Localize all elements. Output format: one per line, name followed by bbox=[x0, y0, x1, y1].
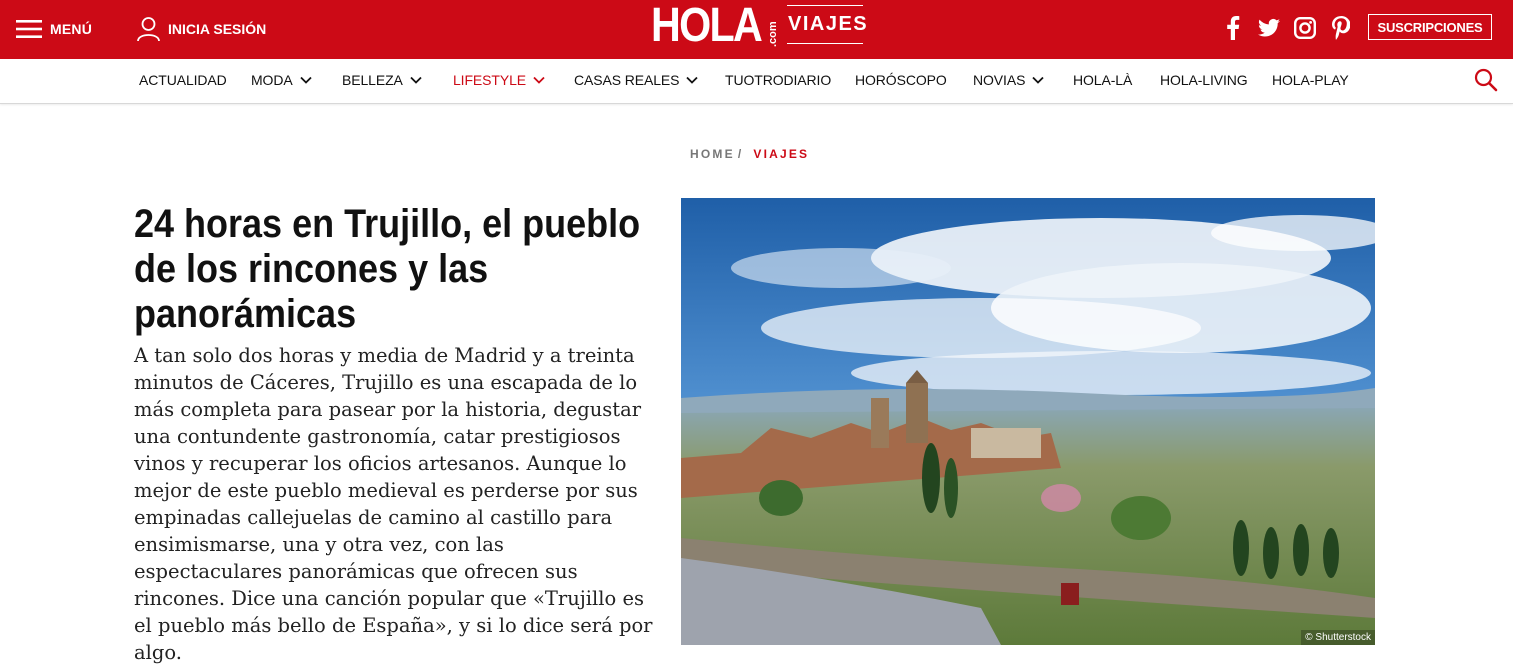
article-title: 24 horas en Trujillo, el pueblo de los rincones y las panorámicas bbox=[134, 202, 641, 336]
subscribe-button[interactable]: SUSCRIPCIONES bbox=[1368, 14, 1492, 40]
menu-label: MENÚ bbox=[50, 21, 93, 37]
trujillo-panorama-photo bbox=[681, 198, 1375, 645]
search-icon[interactable] bbox=[1474, 68, 1498, 92]
pinterest-icon[interactable] bbox=[1330, 16, 1352, 40]
nav-item-lifestyle[interactable]: LIFESTYLE bbox=[453, 72, 545, 88]
chevron-down-icon bbox=[300, 76, 312, 84]
logo-dotcom: .com bbox=[767, 21, 779, 47]
nav-item-tuotrodiario[interactable]: TUOTRODIARIO bbox=[725, 72, 832, 88]
hola-viajes-logo[interactable] bbox=[651, 0, 869, 52]
hamburger-icon bbox=[16, 19, 42, 39]
nav-item-belleza[interactable]: BELLEZA bbox=[342, 72, 422, 88]
login-button[interactable] bbox=[136, 15, 266, 43]
facebook-icon[interactable] bbox=[1222, 16, 1244, 40]
nav-item-hola-living[interactable]: HOLA-LIVING bbox=[1160, 72, 1248, 88]
menu-button[interactable] bbox=[16, 17, 92, 41]
article-lead: A tan solo dos horas y media de Madrid y a treinta minutos de Cáceres, Trujillo es una escapada de lo más completa para pasear por la historia, degustar una contundente gastronomía, catar prestigiosos vinos y recuperar los oficios artesanos. Aunque lo mejor de este pueblo medieval es perderse por sus empinadas callejuelas de camino al castillo para ensimismarse, una y otra vez, con las espectaculares panorámicas que ofrecen sus rincones. Dice una canción popular que «Trujillo es el pueblo más bello de España», y si lo dice será por algo. bbox=[134, 344, 653, 664]
nav-item-horoscopo[interactable]: HORÓSCOPO bbox=[855, 72, 947, 88]
logo-rule-top bbox=[787, 5, 863, 6]
nav-item-moda[interactable]: MODA bbox=[251, 72, 312, 88]
nav-item-casas-reales[interactable]: CASAS REALES bbox=[574, 72, 698, 88]
logo-section: VIAJES bbox=[788, 13, 869, 35]
instagram-icon[interactable] bbox=[1294, 16, 1316, 40]
logo-brand: HOLA bbox=[651, 0, 762, 52]
image-credit: © Shutterstock bbox=[1301, 630, 1375, 645]
nav-item-hola-la[interactable]: HOLA-LÀ bbox=[1073, 72, 1133, 88]
twitter-icon[interactable] bbox=[1258, 16, 1280, 40]
section-nav bbox=[0, 59, 1513, 104]
breadcrumb-separator: / bbox=[737, 147, 744, 161]
social-links bbox=[1222, 14, 1366, 42]
nav-item-actualidad[interactable]: ACTUALIDAD bbox=[139, 72, 227, 88]
login-label: INICIA SESIÓN bbox=[168, 21, 267, 37]
logo-rule-bottom bbox=[787, 43, 863, 44]
chevron-down-icon bbox=[410, 76, 422, 84]
chevron-down-icon bbox=[533, 76, 545, 84]
article-hero-image[interactable] bbox=[681, 198, 1375, 645]
breadcrumb bbox=[690, 147, 809, 161]
chevron-down-icon bbox=[686, 76, 698, 84]
nav-item-hola-play[interactable]: HOLA-PLAY bbox=[1272, 72, 1349, 88]
user-icon bbox=[136, 16, 161, 42]
chevron-down-icon bbox=[1032, 76, 1044, 84]
top-bar bbox=[0, 0, 1513, 59]
nav-item-novias[interactable]: NOVIAS bbox=[973, 72, 1044, 88]
breadcrumb-home[interactable]: HOME bbox=[690, 147, 735, 161]
breadcrumb-current[interactable]: VIAJES bbox=[753, 147, 810, 161]
